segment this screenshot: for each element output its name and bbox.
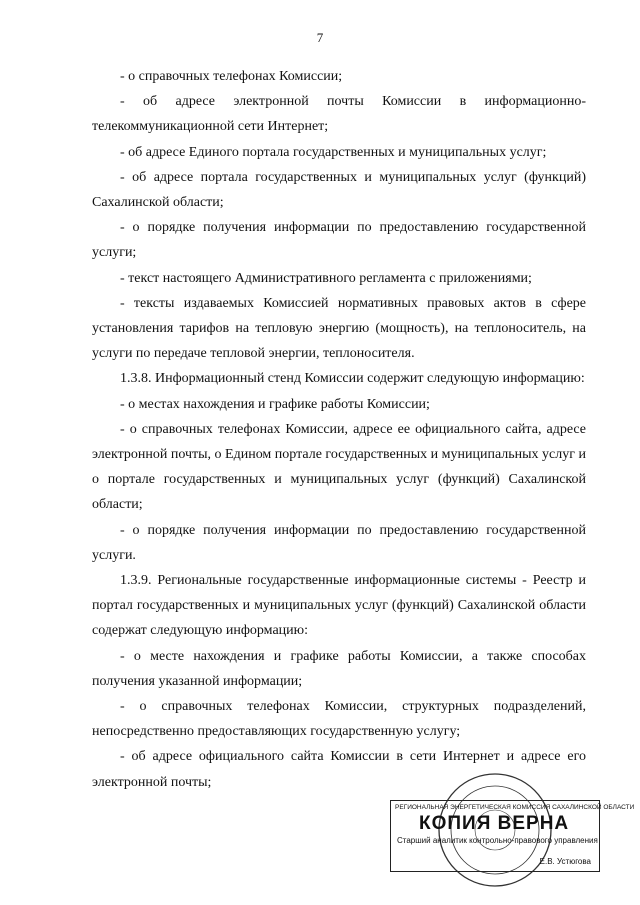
- paragraph: - о порядке получения информации по предоставлению государственной услуги.: [92, 522, 586, 563]
- paragraph: - об адресе портала государственных и муниципальных услуг (функций) Сахалинской области;: [92, 169, 586, 211]
- document-body: [92, 64, 586, 795]
- paragraph: - о порядке получения информации по предоставлению государственной услуги;: [92, 220, 586, 261]
- stamp-name: Е.В. Устюгова: [539, 857, 591, 866]
- paragraph: - тексты издаваемых Комиссией нормативных правовых актов в сфере установления тарифов на тепловую энергию (мощность), на теплоноситель, на услуги по передаче тепловой энергии, теплоносителя.: [92, 295, 586, 362]
- stamp-title: КОПИЯ ВЕРНА: [419, 813, 570, 834]
- paragraph: - об адресе электронной почты Комиссии в информационно-телекоммуникационной сети Интернет;: [92, 94, 586, 135]
- paragraph: 1.3.9. Региональные государственные информационные системы - Реестр и портал государственных и муниципальных услуг (функций) Сахалинской области содержат следующую информацию:: [92, 573, 586, 639]
- page-number: 7: [316, 30, 324, 45]
- paragraph: 1.3.8. Информационный стенд Комиссии содержит следующую информацию:: [120, 371, 585, 387]
- stamp-position: Старший аналитик контрольно-правового управления: [397, 836, 598, 845]
- paragraph: - о месте нахождения и графике работы Комиссии, а также способах получения указанной информации;: [92, 648, 586, 689]
- paragraph: - о справочных телефонах Комиссии;: [120, 69, 343, 84]
- paragraph: - о справочных телефонах Комиссии, структурных подразделений, непосредственно предоставляющих государственную услугу;: [92, 699, 586, 740]
- paragraph: - текст настоящего Административного регламента с приложениями;: [120, 270, 532, 286]
- paragraph: - об адресе Единого портала государственных и муниципальных услуг;: [120, 144, 547, 160]
- stamp-org-line: РЕГИОНАЛЬНАЯ ЭНЕРГЕТИЧЕСКАЯ КОМИССИЯ САХАЛИНСКОЙ ОБЛАСТИ: [395, 804, 635, 811]
- paragraph: - о местах нахождения и графике работы Комиссии;: [120, 396, 430, 412]
- paragraph: - об адресе официального сайта Комиссии в сети Интернет и адресе его электронной почты;: [92, 749, 586, 790]
- certified-copy-stamp: [390, 800, 635, 872]
- paragraph: - о справочных телефонах Комиссии, адресе ее официального сайта, адресе электронной почты, о Едином портале государственных и муниципальных услуг и о портале государственных и муниципальных услуг (функций) Сахалинской области;: [92, 421, 586, 513]
